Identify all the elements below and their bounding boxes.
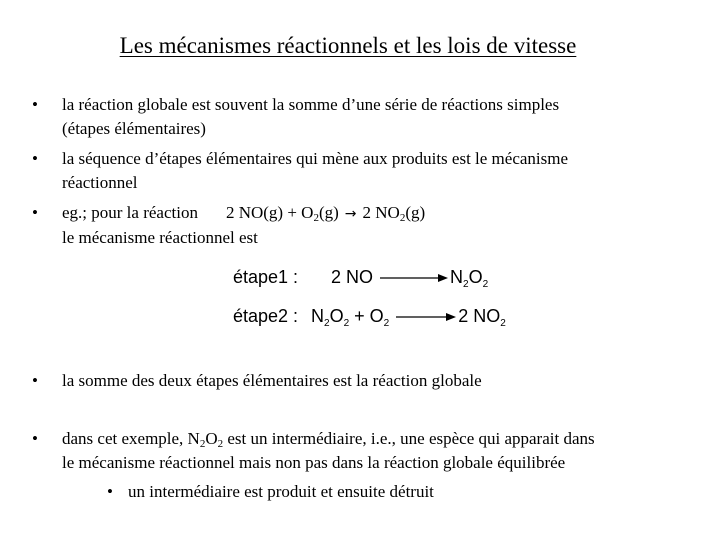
bullet-5-line-2: le mécanisme réactionnel mais non pas dans la réaction globale équilibrée	[62, 453, 566, 472]
bullet-1-line-2: (étapes élémentaires)	[62, 119, 206, 138]
step-2-product: 2 $NO_2$	[458, 306, 506, 329]
long-arrow-icon	[394, 311, 458, 323]
step-1-reactant: 2 NO	[331, 267, 374, 287]
bullet-marker: •	[32, 95, 38, 114]
step-2-label: étape2 :	[233, 306, 299, 326]
mechanism-step-1	[233, 266, 488, 288]
bullet-3-text	[62, 201, 712, 250]
bullet-3-line-2: le mécanisme réactionnel est	[62, 228, 258, 247]
reaction-intro: eg.; pour la réaction	[62, 203, 198, 222]
sub-bullet-text: un intermédiaire est produit et ensuite détruit	[128, 482, 434, 501]
global-reaction-equation: 2 $NO(g) + O_2(g) \to 2$ $NO_2(g)$	[225, 203, 426, 224]
long-arrow-icon	[378, 272, 450, 284]
bullet-5-line-1: dans cet exemple, $N_2O_2$ est un intermédiaire, i.e., une espèce qui apparait dans	[62, 429, 595, 450]
bullet-marker: •	[32, 149, 38, 168]
bullet-marker: •	[32, 371, 38, 390]
bullet-marker: •	[32, 203, 38, 222]
bullet-2-line-2: réactionnel	[62, 173, 138, 192]
reaction-arrow-icon: →	[344, 206, 357, 222]
step-2-reactants: $N_2O_2 + O_2$	[311, 306, 390, 329]
sub-bullet-marker: •	[107, 482, 113, 501]
bullet-4-text: la somme des deux étapes élémentaires est la réaction globale	[62, 371, 482, 390]
step-1-product: $N_2O_2$	[450, 267, 489, 290]
slide-title: Les mécanismes réactionnels et les lois de vitesse	[119, 33, 577, 58]
bullet-1-line-1: la réaction globale est souvent la somme d’une série de réactions simples	[62, 95, 560, 114]
step-1-label: étape1 :	[233, 267, 299, 287]
global-reaction-line	[62, 201, 712, 226]
bullet-1-text	[62, 93, 712, 141]
bullet-2-text	[62, 147, 712, 195]
mechanism-step-2	[233, 305, 506, 327]
bullet-5-text	[62, 427, 712, 475]
bullet-2-line-1: la séquence d’étapes élémentaires qui mène aux produits est le mécanisme	[62, 149, 569, 168]
bullet-marker: •	[32, 429, 38, 448]
